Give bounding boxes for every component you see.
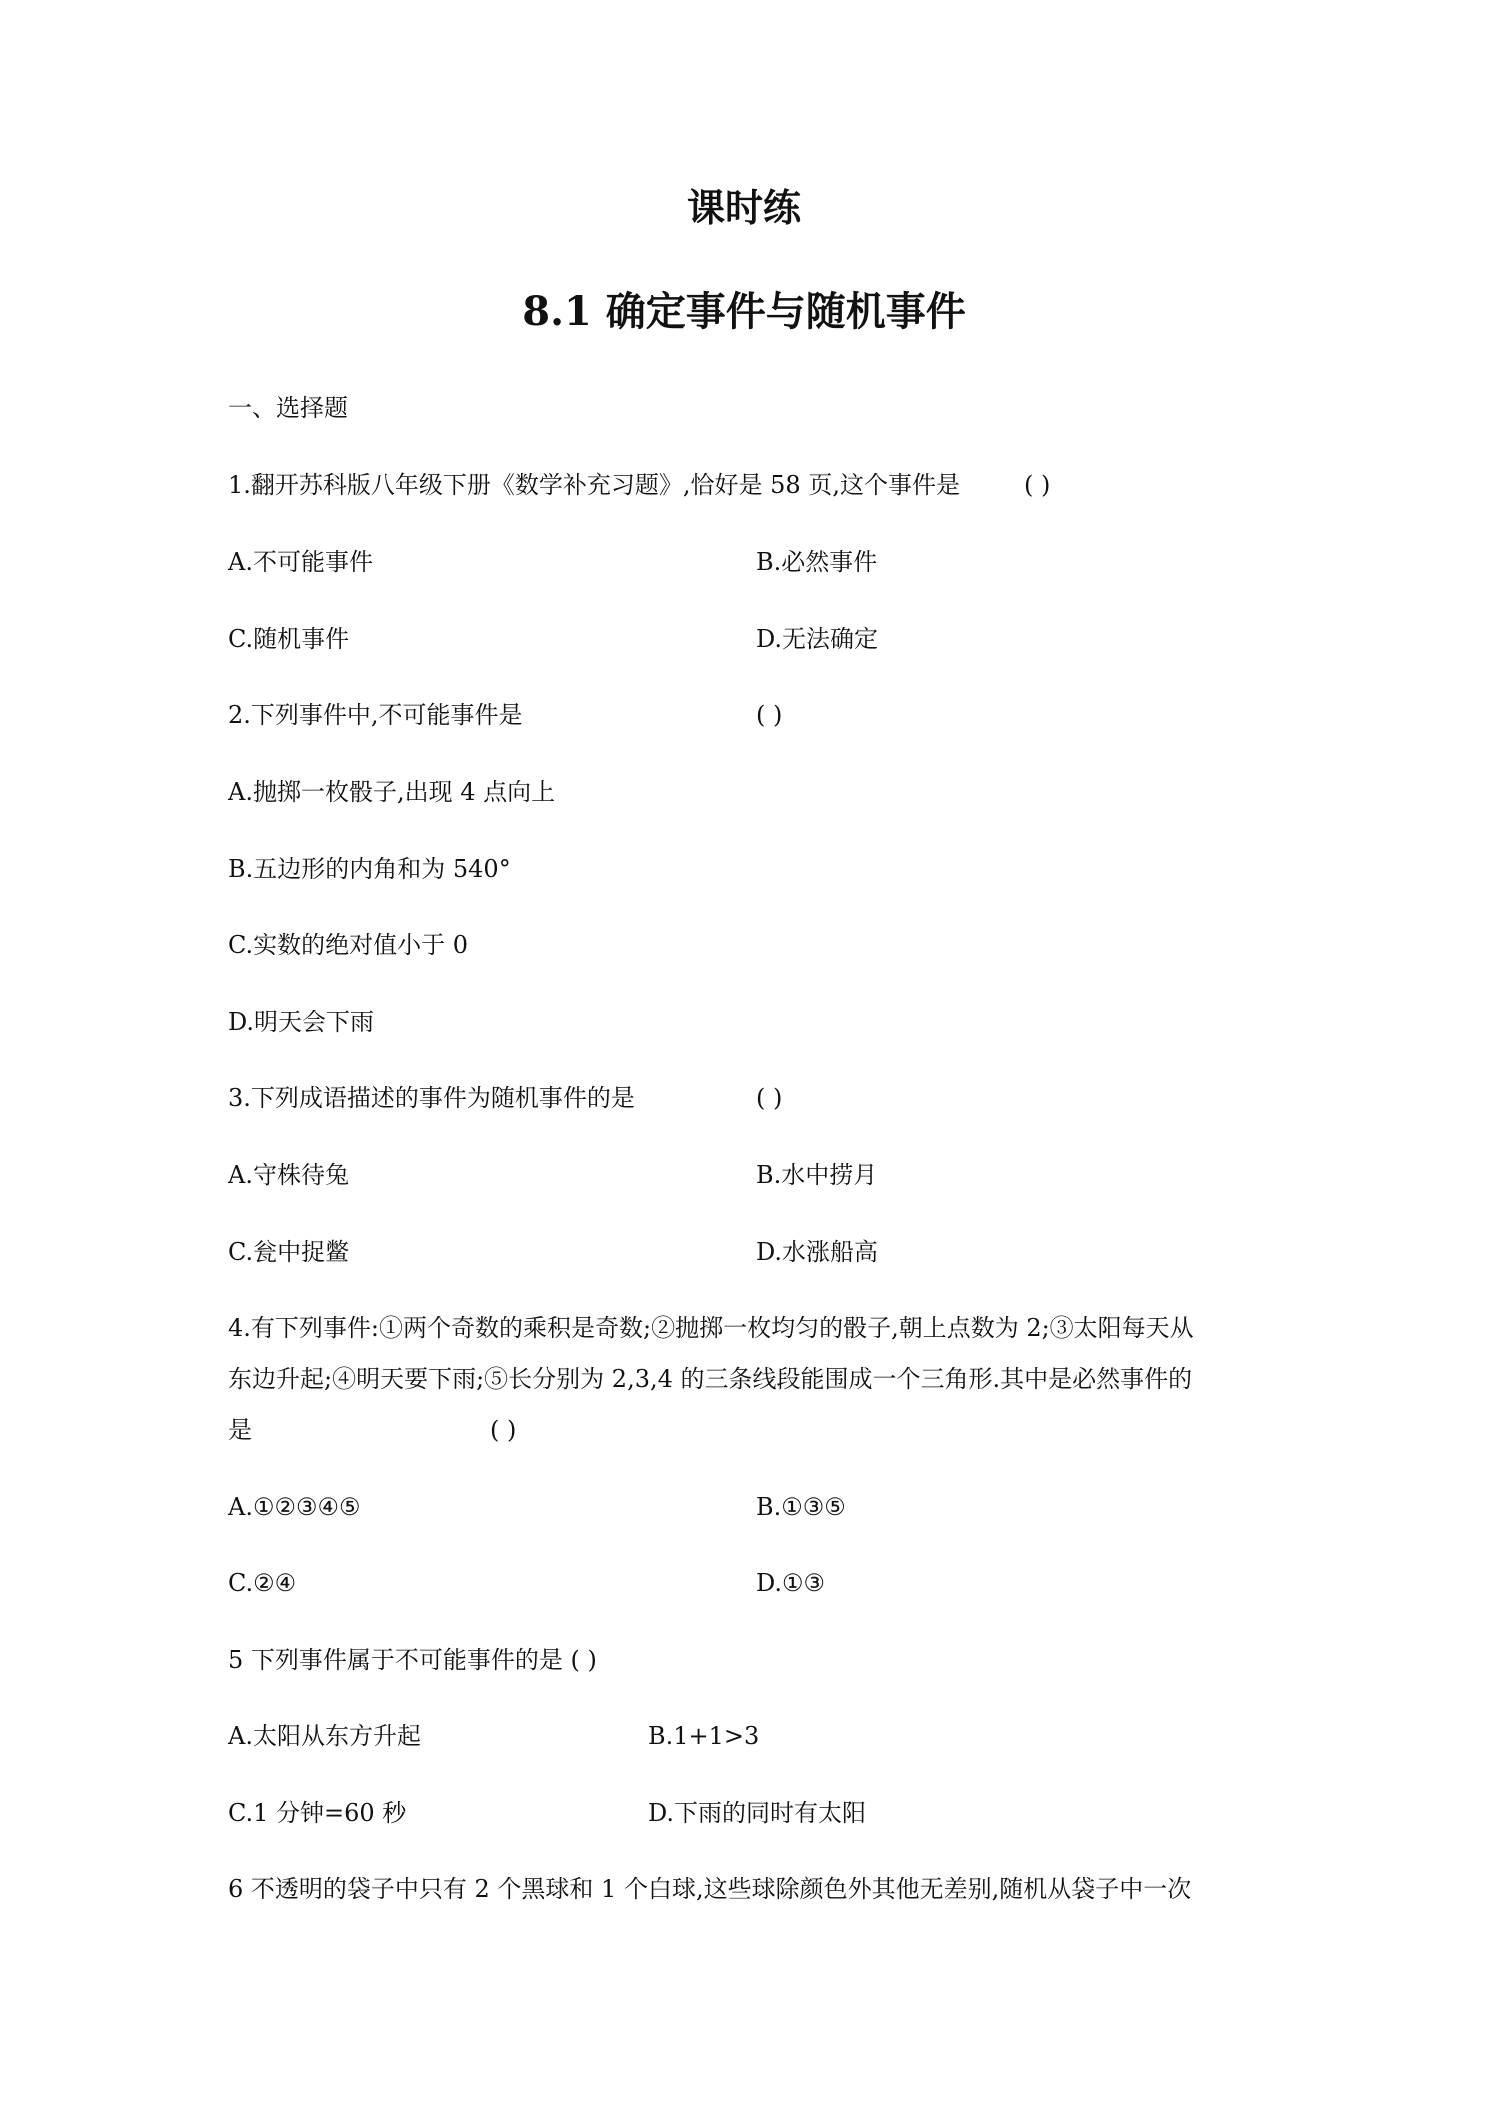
question-4-option-a: A.①②③④⑤ (228, 1493, 361, 1521)
question-2-option-d: D.明天会下雨 (228, 1008, 375, 1036)
question-2-option-a: A.抛掷一枚骰子,出现 4 点向上 (228, 778, 556, 806)
question-4-stem-line-2: 东边升起;④明天要下雨;⑤长分别为 2,3,4 的三条线段能围成一个三角形.其中是必然事件的 (228, 1365, 1193, 1393)
question-2-stem: 2.下列事件中,不可能事件是 (228, 701, 523, 729)
question-4-option-b: B.①③⑤ (756, 1493, 846, 1521)
question-6-stem-line-1: 6 不透明的袋子中只有 2 个黑球和 1 个白球,这些球除颜色外其他无差别,随机从袋子中一次 (228, 1875, 1192, 1903)
page-title: 课时练 (686, 185, 801, 230)
question-2-option-c: C.实数的绝对值小于 0 (228, 931, 469, 959)
question-5-option-d: D.下雨的同时有太阳 (648, 1799, 867, 1827)
question-5-option-c: C.1 分钟=60 秒 (228, 1799, 407, 1827)
question-1-option-c: C.随机事件 (228, 625, 350, 653)
question-1-option-a: A.不可能事件 (228, 548, 373, 576)
lesson-title: 8.1 确定事件与随机事件 (522, 288, 966, 335)
section-heading: 一、选择题 (228, 394, 348, 422)
question-1-stem: 1.翻开苏科版八年级下册《数学补充习题》,恰好是 58 页,这个事件是 (228, 471, 960, 499)
question-3-option-b: B.水中捞月 (756, 1161, 878, 1189)
question-3-option-c: C.瓮中捉鳖 (228, 1238, 350, 1266)
question-4-stem-line-3: 是 (228, 1416, 252, 1444)
question-4-answer-bracket: ( ) (490, 1416, 517, 1444)
question-4-option-c: C.②④ (228, 1569, 297, 1597)
question-2-answer-bracket: ( ) (756, 701, 783, 729)
question-2-option-b: B.五边形的内角和为 540° (228, 855, 511, 883)
question-4-option-d: D.①③ (756, 1569, 826, 1597)
question-1-answer-bracket: ( ) (1024, 471, 1051, 499)
question-5-option-b: B.1+1>3 (648, 1722, 760, 1750)
question-5-stem: 5 下列事件属于不可能事件的是 ( ) (228, 1646, 597, 1674)
question-1-option-b: B.必然事件 (756, 548, 878, 576)
question-3-option-d: D.水涨船高 (756, 1238, 879, 1266)
question-3-stem: 3.下列成语描述的事件为随机事件的是 (228, 1084, 635, 1112)
question-3-option-a: A.守株待兔 (228, 1161, 349, 1189)
question-5-option-a: A.太阳从东方升起 (228, 1722, 421, 1750)
question-1-option-d: D.无法确定 (756, 625, 879, 653)
question-4-stem-line-1: 4.有下列事件:①两个奇数的乘积是奇数;②抛掷一枚均匀的骰子,朝上点数为 2;③太阳每天从 (228, 1314, 1194, 1342)
question-3-answer-bracket: ( ) (756, 1084, 783, 1112)
